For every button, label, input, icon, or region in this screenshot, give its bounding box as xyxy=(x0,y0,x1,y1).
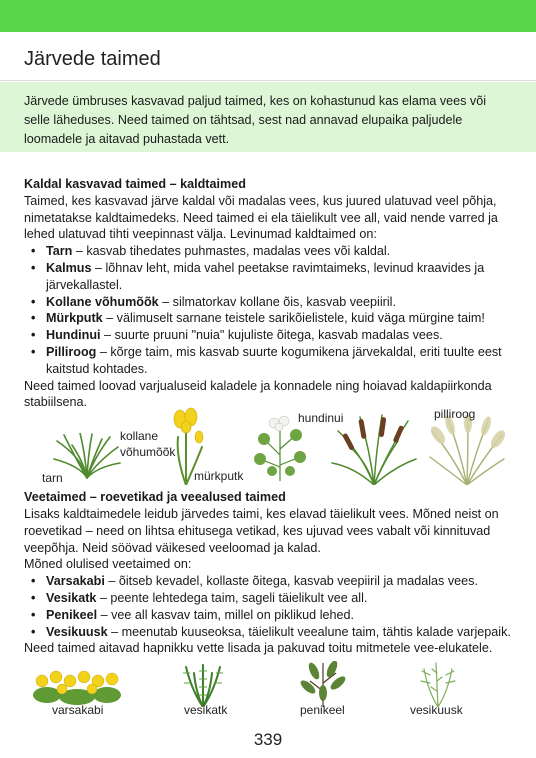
term: Varsakabi xyxy=(46,574,105,589)
label-iris-line1: kollane xyxy=(120,429,159,444)
intro-box xyxy=(0,82,536,152)
term: Vesikatk xyxy=(46,590,97,605)
section1-paragraph: Taimed, kes kasvavad järve kaldal või madalas vees, kus juured ulatuvad veel põhja, nimetatakse kaldtaimedeks. Need taimed ei ela täielikult vee all, vaid nende varred ja lehed ulatuvad tihti veepinnast välja. Levinumad kaldtaimed on: xyxy=(24,193,498,242)
label-pondweed: penikeel xyxy=(300,703,345,718)
shore-plant-list xyxy=(24,243,518,377)
section2-lead: Mõned olulised veetaimed on: xyxy=(24,557,192,572)
label-reed: pilliroog xyxy=(434,407,476,422)
description: – peente lehtedega taim, sageli täielikult vee all. xyxy=(96,590,368,605)
section2-heading: Veetaimed – roevetikad ja veealused taimed xyxy=(24,490,286,505)
description: – välimuselt sarnane teistele sarikõielistele, kuid väga mürgine taim! xyxy=(102,311,485,326)
marsh-marigold-illustration xyxy=(32,669,122,705)
list-item xyxy=(24,260,518,294)
title-divider xyxy=(0,80,536,81)
label-waterweed: vesikatk xyxy=(184,703,228,718)
term: Kollane võhumõõk xyxy=(46,294,159,309)
description: – kasvab tihedates puhmastes, madalas vees või kaldal. xyxy=(72,244,391,259)
section2-paragraph: Lisaks kaldtaimedele leidub järvedes taimi, kes elavad täielikult vees. Mõned neist on roevetikad – need on lihtsa ehitusega vetikad, kes ujuvad vees vabalt või kinnituvad veepõhja. Neid söövad väikesed veeloomad ja kalad. xyxy=(24,506,499,555)
description: – lõhnav leht, mida vahel peetakse ravimtaimeks, levinud kraavides ja järvekallastel. xyxy=(46,260,485,292)
top-color-bar xyxy=(0,0,536,32)
label-marsh-marigold: varsakabi xyxy=(52,703,104,718)
list-item xyxy=(24,243,518,260)
label-sedge: tarn xyxy=(42,471,63,486)
term: Tarn xyxy=(46,244,73,259)
term: Mürkputk xyxy=(46,311,103,326)
hornwort-illustration xyxy=(418,661,458,707)
list-item xyxy=(24,327,518,344)
section1-closing: Need taimed loovad varjualuseid kaladele ja konnadele ning hoiavad kaldapiirkonda stabiilsena. xyxy=(24,378,492,410)
label-hemlock: mürkputk xyxy=(194,469,244,484)
list-item xyxy=(24,310,518,327)
list-item xyxy=(24,294,518,311)
water-plant-list xyxy=(24,573,518,640)
description: – meenutab kuuseoksa, täielikult veealune taim, tähtis kalade varjepaik. xyxy=(107,624,511,639)
reed-illustration xyxy=(428,415,506,485)
list-item xyxy=(24,590,518,607)
list-item xyxy=(24,573,518,590)
page-title: Järvede taimed xyxy=(24,48,161,70)
description: – silmatorkav kollane õis, kasvab veepiiril. xyxy=(158,294,396,309)
pondweed-illustration xyxy=(300,661,346,707)
label-hornwort: vesikuusk xyxy=(410,703,463,718)
waterweed-illustration xyxy=(180,661,226,707)
description: – suurte pruuni "nuia" kujuliste õitega, kasvab madalas vees. xyxy=(100,328,443,343)
term: Hundinui xyxy=(46,328,101,343)
term: Pilliroog xyxy=(46,344,97,359)
section1-heading: Kaldal kasvavad taimed – kaldtaimed xyxy=(24,177,246,191)
page-number: 339 xyxy=(253,730,283,749)
description: – vee all kasvav taim, millel on piklikud lehed. xyxy=(97,607,355,622)
term: Vesikuusk xyxy=(46,624,108,639)
term: Penikeel xyxy=(46,607,98,622)
list-item xyxy=(24,624,518,641)
label-iris-line2: võhumõõk xyxy=(120,445,176,460)
description: – kõrge taim, mis kasvab suurte kogumikena järvekaldal, eriti tuulte eest kaitstud kohtades. xyxy=(46,344,502,376)
intro-text: Järvede ümbruses kasvavad paljud taimed, kes on kohastunud kas elama vees või selle läheduses. Need taimed on tähtsad, sest nad annavad elupaika paljudele loomadele ja aitavad puhastada vett. xyxy=(24,94,487,146)
shore-plants-illustration xyxy=(24,407,518,489)
term: Kalmus xyxy=(46,260,92,275)
label-cattail: hundinui xyxy=(298,411,344,426)
main-content xyxy=(24,176,518,721)
list-item xyxy=(24,607,518,624)
water-plants-illustration xyxy=(24,661,518,721)
list-item xyxy=(24,344,518,378)
description: – õitseb kevadel, kollaste õitega, kasvab veepiiril ja madalas vees. xyxy=(104,574,478,589)
section2-closing: Need taimed aitavad hapnikku vette lisada ja pakuvad toitu mitmetele vee-elukatele. xyxy=(24,641,493,656)
